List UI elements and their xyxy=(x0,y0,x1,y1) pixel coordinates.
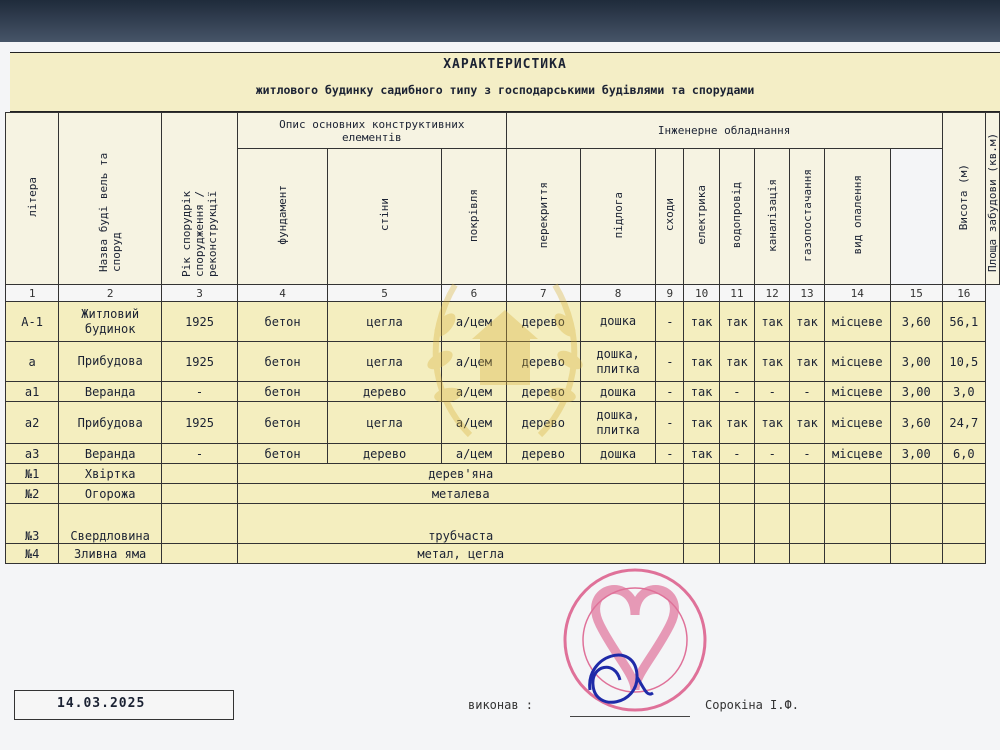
column-number: 6 xyxy=(442,285,506,302)
cell-year: 1925 xyxy=(162,302,238,342)
performer-name: Сорокіна І.Ф. xyxy=(705,698,799,712)
column-number: 5 xyxy=(328,285,442,302)
header-structural-group: Опис основних конструктивних елементів xyxy=(238,113,507,149)
cell-name: Прибудова xyxy=(59,402,162,444)
cell-sewer: так xyxy=(755,402,790,444)
cell-height: 3,00 xyxy=(890,444,942,464)
cell-name: Огорожа xyxy=(59,484,162,504)
cell-foundation: бетон xyxy=(238,342,328,382)
cell-gas: так xyxy=(790,402,824,444)
title-block xyxy=(10,52,1000,112)
date-field xyxy=(14,690,234,720)
cell-foundation: бетон xyxy=(238,302,328,342)
cell-foundation: бетон xyxy=(238,444,328,464)
signature-line xyxy=(570,716,690,717)
cell-roof: а/цем xyxy=(442,382,506,402)
column-number: 2 xyxy=(59,285,162,302)
cell-year: - xyxy=(162,444,238,464)
cell-walls: цегла xyxy=(328,402,442,444)
cell-gas: так xyxy=(790,342,824,382)
column-number: 8 xyxy=(580,285,655,302)
cell-name: Веранда xyxy=(59,382,162,402)
cell-litera: №3 xyxy=(6,504,59,544)
header-height: Висота (м) xyxy=(942,113,985,285)
structure-row-4 xyxy=(6,544,1000,564)
cell-name: Свердловина xyxy=(59,504,162,544)
cell-sewer: - xyxy=(755,382,790,402)
cell-litera: а2 xyxy=(6,402,59,444)
cell-stairs: - xyxy=(656,382,684,402)
table-row-a1 xyxy=(6,302,1000,342)
cell-litera: №1 xyxy=(6,464,59,484)
header-ceiling: перекриття xyxy=(506,149,580,285)
cell-ceiling: дерево xyxy=(506,402,580,444)
cell-height: 3,60 xyxy=(890,402,942,444)
cell-name: Веранда xyxy=(59,444,162,464)
cell-ceiling: дерево xyxy=(506,342,580,382)
cell-roof: а/цем xyxy=(442,402,506,444)
cell-floor: дошка, плитка xyxy=(580,402,655,444)
cell-gas: так xyxy=(790,302,824,342)
cell-foundation: бетон xyxy=(238,382,328,402)
photo-background xyxy=(0,0,1000,46)
cell-area: 56,1 xyxy=(942,302,985,342)
cell-heating: місцеве xyxy=(824,302,890,342)
cell-litera: №2 xyxy=(6,484,59,504)
header-name: Назва буді вель та споруд xyxy=(59,113,162,285)
cell-litera: а1 xyxy=(6,382,59,402)
header-gas: газопостачання xyxy=(790,149,824,285)
cell-foundation: бетон xyxy=(238,402,328,444)
cell-heating: місцеве xyxy=(824,444,890,464)
column-number: 15 xyxy=(890,285,942,302)
cell-material: дерев'яна xyxy=(238,464,684,484)
cell-name: Зливна яма xyxy=(59,544,162,564)
cell-electricity: так xyxy=(684,402,719,444)
cell-height: 3,00 xyxy=(890,382,942,402)
cell-stairs: - xyxy=(656,302,684,342)
cell-water: - xyxy=(719,444,754,464)
cell-water: - xyxy=(719,382,754,402)
structure-row-1 xyxy=(6,464,1000,484)
column-number: 9 xyxy=(656,285,684,302)
cell-heating: місцеве xyxy=(824,382,890,402)
header-sewer: каналізація xyxy=(755,149,790,285)
performed-by-label: виконав : xyxy=(468,698,534,712)
cell-electricity: так xyxy=(684,302,719,342)
header-stairs: сходи xyxy=(656,149,684,285)
column-number: 16 xyxy=(942,285,985,302)
cell-stairs: - xyxy=(656,444,684,464)
header-floor: підлога xyxy=(580,149,655,285)
cell-material: метал, цегла xyxy=(238,544,684,564)
cell-sewer: так xyxy=(755,302,790,342)
cell-sewer: так xyxy=(755,342,790,382)
cell-sewer: - xyxy=(755,444,790,464)
header-water: водопровід xyxy=(719,149,754,285)
column-number: 13 xyxy=(790,285,824,302)
table-row-a2 xyxy=(6,402,1000,444)
cell-electricity: так xyxy=(684,382,719,402)
cell-area: 6,0 xyxy=(942,444,985,464)
cell-roof: а/цем xyxy=(442,302,506,342)
cell-ceiling: дерево xyxy=(506,382,580,402)
cell-area: 10,5 xyxy=(942,342,985,382)
structure-row-3 xyxy=(6,504,1000,544)
cell-water: так xyxy=(719,342,754,382)
column-number: 3 xyxy=(162,285,238,302)
header-litera: літера xyxy=(6,113,59,285)
cell-litera: а3 xyxy=(6,444,59,464)
document-subtitle: житлового будинку садибного типу з господарськими будівлями та спорудами xyxy=(255,83,755,97)
document-title: ХАРАКТЕРИСТИКА xyxy=(443,57,567,72)
table-row-a1-veranda xyxy=(6,382,1000,402)
cell-electricity: так xyxy=(684,342,719,382)
cell-height: 3,60 xyxy=(890,302,942,342)
table-row-a3 xyxy=(6,444,1000,464)
cell-floor: дошка, плитка xyxy=(580,342,655,382)
header-roof: покрівля xyxy=(442,149,506,285)
cell-ceiling: дерево xyxy=(506,444,580,464)
header-walls: стіни xyxy=(328,149,442,285)
cell-heating: місцеве xyxy=(824,342,890,382)
cell-stairs: - xyxy=(656,342,684,382)
cell-ceiling: дерево xyxy=(506,302,580,342)
cell-litera: №4 xyxy=(6,544,59,564)
header-heating: вид опалення xyxy=(824,149,890,285)
cell-floor: дошка xyxy=(580,302,655,342)
cell-year: 1925 xyxy=(162,342,238,382)
column-number: 1 xyxy=(6,285,59,302)
cell-name: Житловий будинок xyxy=(59,302,162,342)
signature-icon xyxy=(575,635,665,715)
cell-water: так xyxy=(719,402,754,444)
structure-row-2 xyxy=(6,484,1000,504)
cell-area: 3,0 xyxy=(942,382,985,402)
column-number: 11 xyxy=(719,285,754,302)
header-engineering-group: Інженерне обладнання xyxy=(506,113,942,149)
header-foundation: фундамент xyxy=(238,149,328,285)
cell-walls: дерево xyxy=(328,444,442,464)
cell-gas: - xyxy=(790,444,824,464)
cell-floor: дошка xyxy=(580,382,655,402)
cell-material: металева xyxy=(238,484,684,504)
date-value: 14.03.2025 xyxy=(57,696,146,711)
cell-litera: А-1 xyxy=(6,302,59,342)
cell-year: 1925 xyxy=(162,402,238,444)
cell-floor: дошка xyxy=(580,444,655,464)
cell-height: 3,00 xyxy=(890,342,942,382)
column-number: 10 xyxy=(684,285,719,302)
cell-roof: а/цем xyxy=(442,342,506,382)
column-number: 14 xyxy=(824,285,890,302)
cell-litera: а xyxy=(6,342,59,382)
cell-name: Прибудова xyxy=(59,342,162,382)
cell-roof: а/цем xyxy=(442,444,506,464)
cell-gas: - xyxy=(790,382,824,402)
cell-walls: дерево xyxy=(328,382,442,402)
cell-area: 24,7 xyxy=(942,402,985,444)
table-row-a xyxy=(6,342,1000,382)
cell-name: Хвіртка xyxy=(59,464,162,484)
cell-walls: цегла xyxy=(328,302,442,342)
cell-walls: цегла xyxy=(328,342,442,382)
cell-material: трубчаста xyxy=(238,504,684,544)
cell-heating: місцеве xyxy=(824,402,890,444)
cell-stairs: - xyxy=(656,402,684,444)
cell-year: - xyxy=(162,382,238,402)
characteristics-table xyxy=(5,112,1000,564)
header-electricity: електрика xyxy=(684,149,719,285)
header-year: Рік спорудрік спорудження / реконструкції xyxy=(162,113,238,285)
cell-water: так xyxy=(719,302,754,342)
header-area: Площа забудови (кв.м) xyxy=(986,113,1000,285)
column-number-row xyxy=(6,285,1000,302)
column-number: 12 xyxy=(755,285,790,302)
column-number: 4 xyxy=(238,285,328,302)
cell-electricity: так xyxy=(684,444,719,464)
column-number: 7 xyxy=(506,285,580,302)
